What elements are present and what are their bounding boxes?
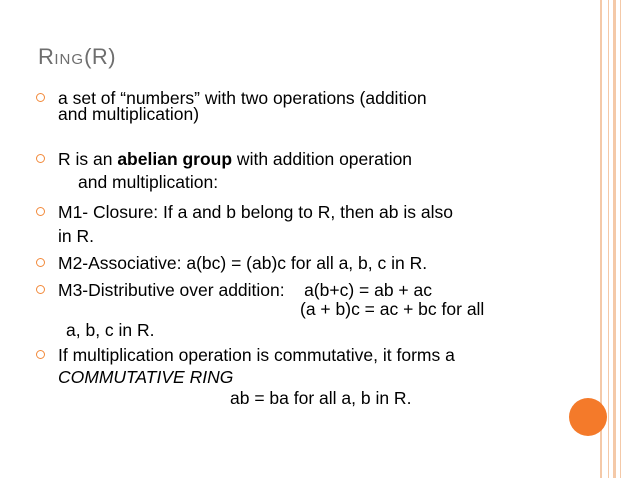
decorative-circle [569,398,607,436]
bullet-2-post: with addition operation [232,149,413,169]
bullet-6-line-3: ab = ba for all a, b in R. [230,388,412,408]
bullet-icon [36,350,45,359]
bullet-3-line-1: M1- Closure: If a and b belong to R, then ab is also [58,202,453,222]
bullet-3-line-2: in R. [58,226,94,246]
frame-line-2 [608,0,609,478]
bullet-icon [36,207,45,216]
bullet-2-line-2: and multiplication: [78,172,219,192]
bullet-5-line-2: (a + b)c = ac + bc for all [300,299,485,319]
bullet-6-line-1: If multiplication operation is commutative, it forms a [58,345,455,365]
title-cap: R [38,44,55,69]
bullet-2-bold: abelian group [117,149,233,169]
bullet-1-line-1: a set of “numbers” with two operations (addition [58,88,427,108]
frame-line-4 [620,0,621,478]
bullet-5-line-3: a, b, c in R. [66,320,155,340]
slide-title [38,44,116,70]
bullet-1-line-2: and multiplication) [58,104,200,124]
bullet-icon [36,285,45,294]
bullet-6-line-2: COMMUTATIVE RING [58,367,234,387]
title-small-caps: ING [54,51,85,68]
title-rest: (R) [84,44,117,69]
frame-line-3 [613,0,616,478]
bullet-icon [36,258,45,267]
bullet-4-line-1: M2-Associative: a(bc) = (ab)c for all a, b, c in R. [58,253,428,273]
bullet-5-line-1: M3-Distributive over addition: a(b+c) = ab + ac [58,280,432,300]
bullet-2-pre: R is an [58,149,118,169]
bullet-icon [36,93,45,102]
bullet-icon [36,154,45,163]
